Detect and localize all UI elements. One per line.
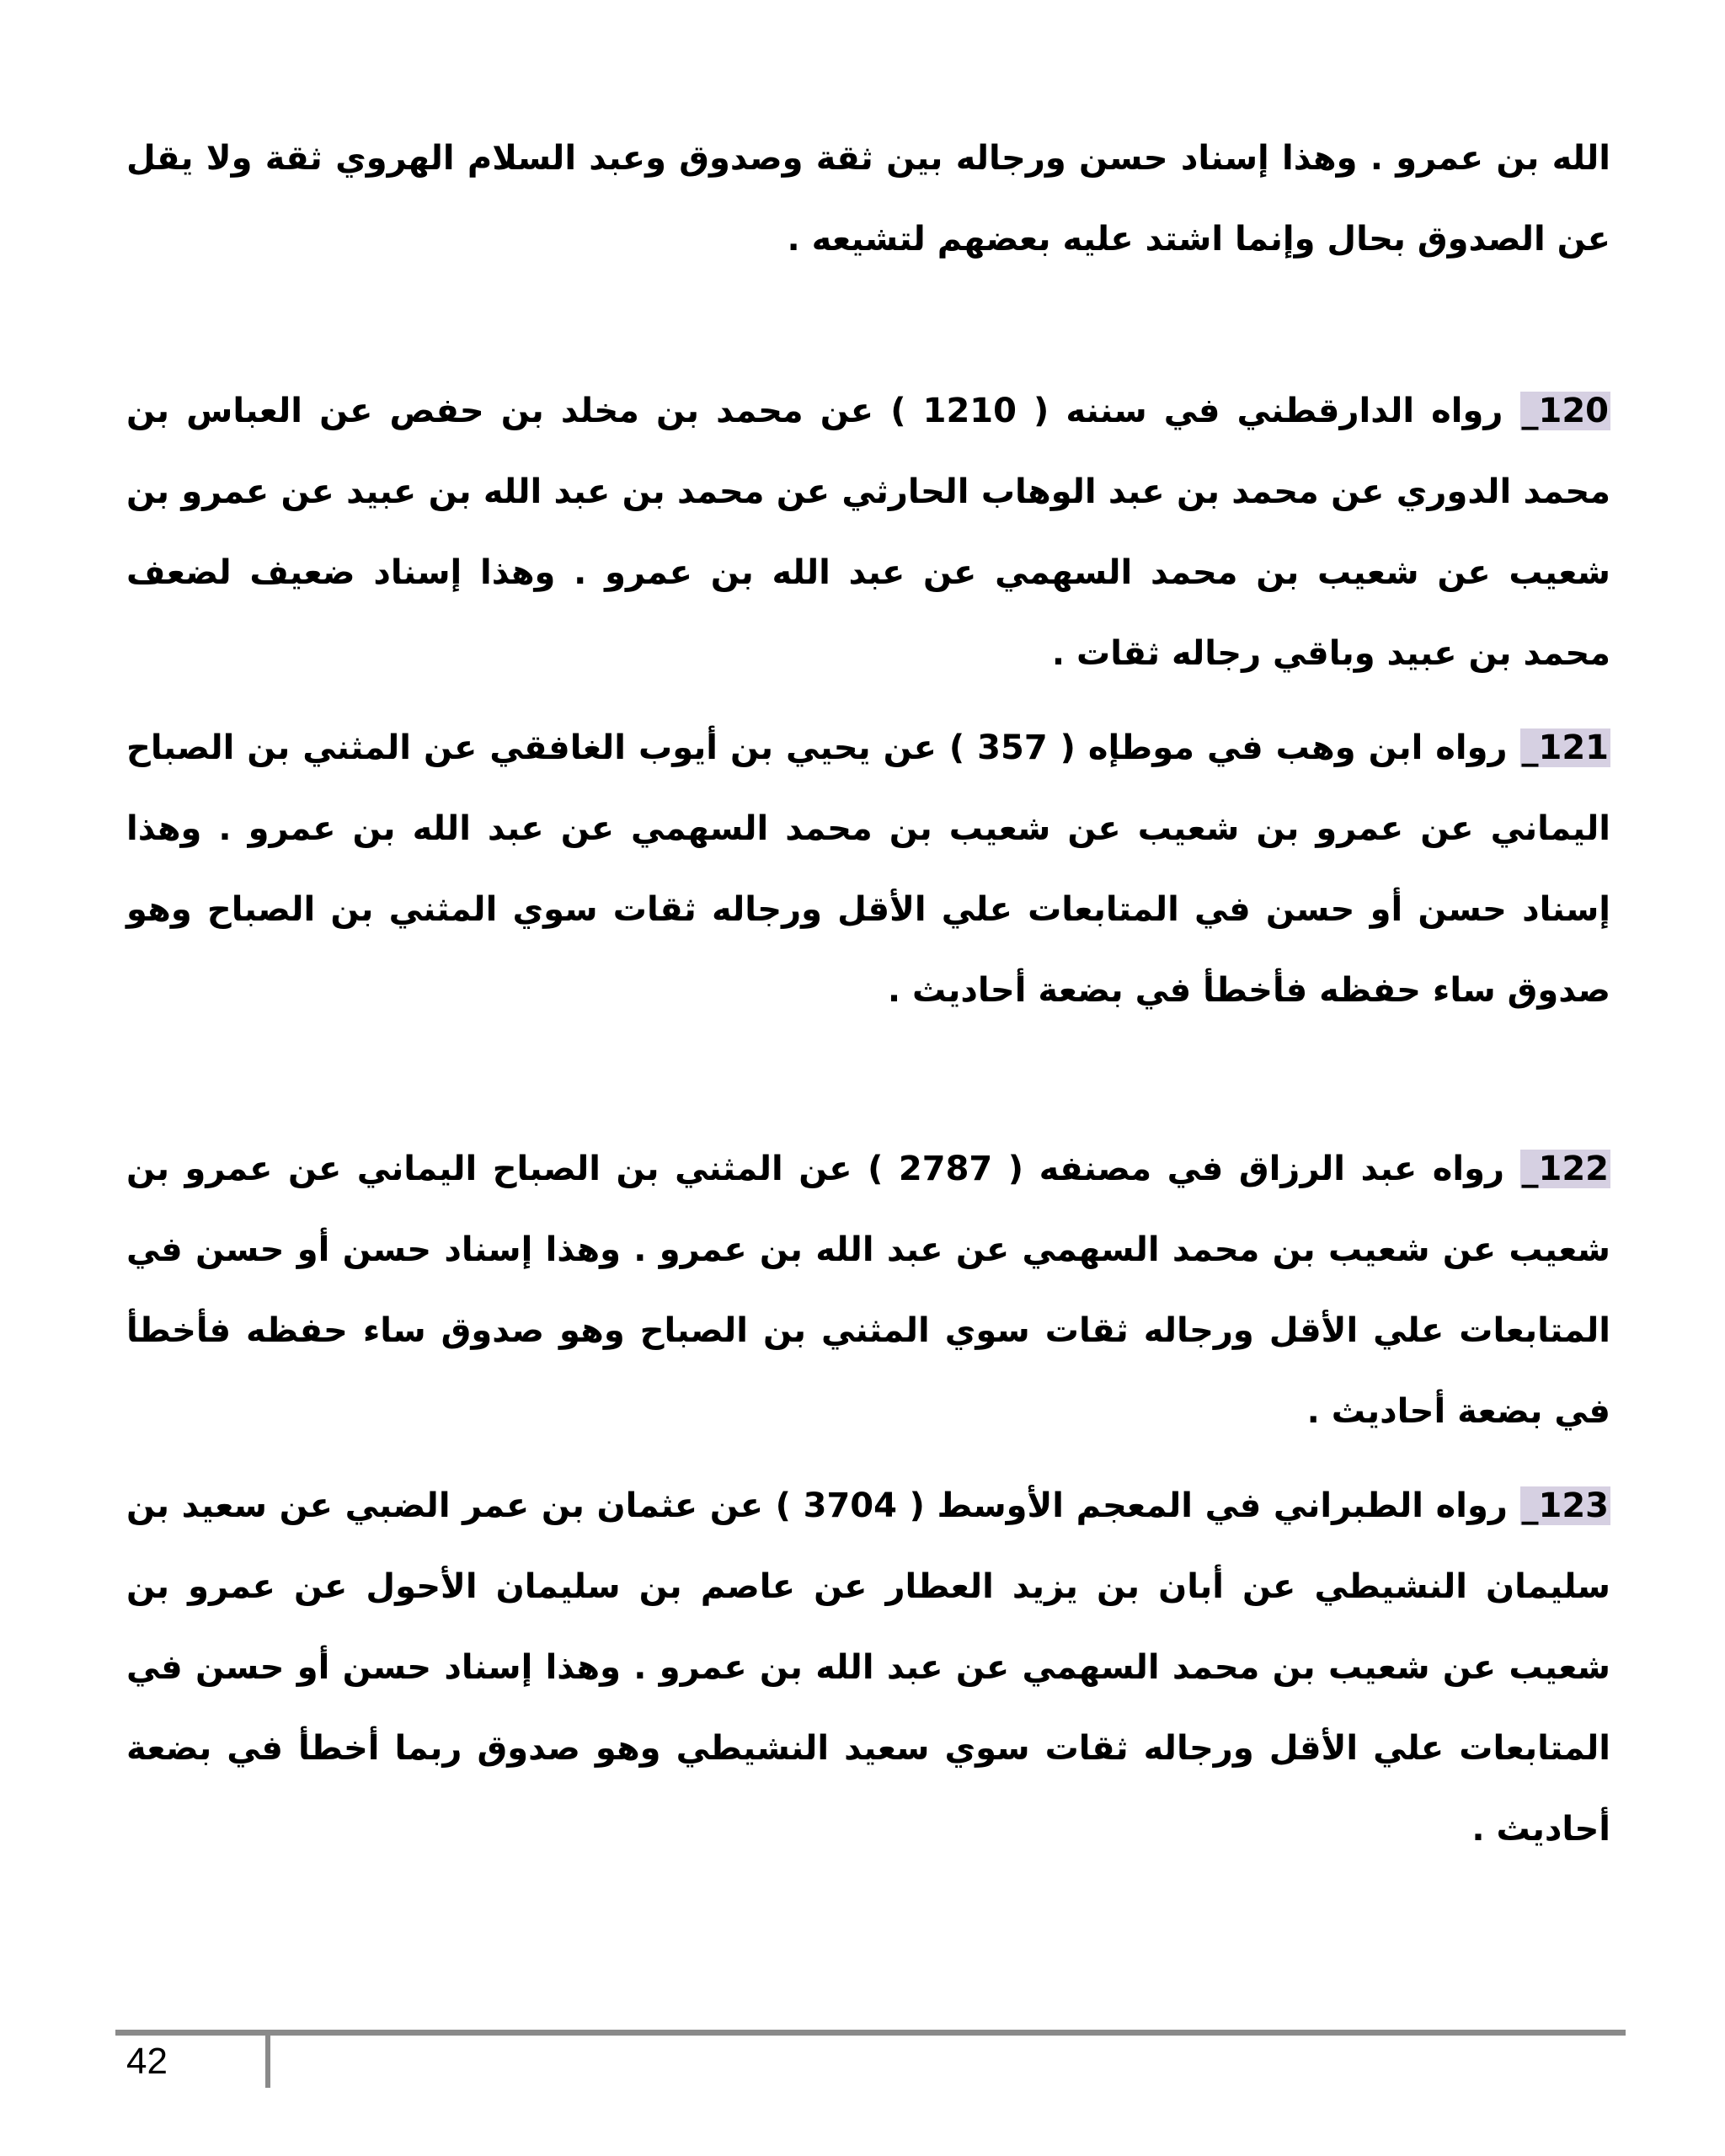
footer-divider <box>115 2030 1626 2036</box>
paragraph-text: رواه عبد الرزاق في مصنفه ( 2787 ) عن المثني بن الصباح اليماني عن عمرو بن شعيب عن شعيب بن محمد السهمي عن عبد الله بن عمرو . وهذا إسناد حسن أو حسن في المتابعات علي الأقل ورجاله ثقات سوي المثني بن الصباح وهو صدوق ساء حفظه فأخطأ في بضعة أحاديث . <box>126 1150 1610 1431</box>
paragraph-text: رواه الدارقطني في سننه ( 1210 ) عن محمد بن مخلد بن حفص عن العباس بن محمد الدوري عن محمد بن عبد الوهاب الحارثي عن محمد بن عبد الله بن عبيد عن عمرو بن شعيب عن شعيب بن محمد السهمي عن عبد الله بن عمرو . وهذا إسناد ضعيف لضعف محمد بن عبيد وباقي رجاله ثقات . <box>126 392 1610 673</box>
hadith-number-badge: 121_ <box>1521 728 1609 767</box>
paragraph-text: رواه الطبراني في المعجم الأوسط ( 3704 ) عن عثمان بن عمر الضبي عن سعيد بن سليمان النشيطي عن أبان بن يزيد العطار عن عاصم بن سليمان الأحول عن عمرو بن شعيب عن شعيب بن محمد السهمي عن عبد الله بن عمرو . وهذا إسناد حسن أو حسن في المتابعات علي الأقل ورجاله ثقات سوي سعيد النشيطي وهو صدوق ربما أخطأ في بضعة أحاديث . <box>126 1486 1610 1849</box>
paragraph-hadith-120 <box>126 371 1610 694</box>
paragraph-text: الله بن عمرو . وهذا إسناد حسن ورجاله بين ثقة وصدوق وعبد السلام الهروي ثقة ولا يقل عن الصدوق بحال وإنما اشتد عليه بعضهم لتشيعه . <box>126 139 1610 259</box>
hadith-number-badge: 123_ <box>1521 1486 1609 1525</box>
hadith-number-badge: 122_ <box>1521 1150 1609 1188</box>
page-number: 42 <box>126 2041 168 2082</box>
hadith-number-badge: 120_ <box>1521 392 1610 430</box>
footer-divider-tick <box>265 2036 270 2088</box>
paragraph-text: رواه ابن وهب في موطإه ( 357 ) عن يحيي بن أيوب الغافقي عن المثني بن الصباح اليماني عن عمرو بن شعيب عن شعيب بن محمد السهمي عن عبد الله بن عمرو . وهذا إسناد حسن أو حسن في المتابعات علي الأقل ورجاله ثقات سوي المثني بن الصباح وهو صدوق ساء حفظه فأخطأ في بضعة أحاديث . <box>126 728 1610 1010</box>
paragraph-hadith-123 <box>126 1465 1610 1870</box>
paragraph-hadith-121 <box>126 707 1610 1031</box>
paragraph-hadith-122 <box>126 1129 1610 1452</box>
paragraph-continuation <box>126 118 1610 280</box>
